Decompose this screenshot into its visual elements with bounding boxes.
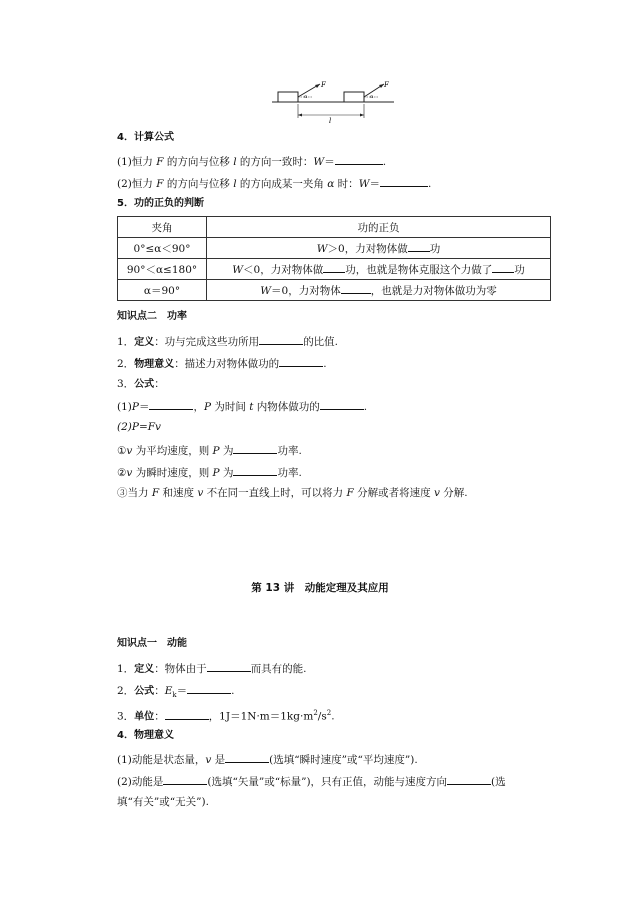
physical-meaning-heading: 4．物理意义 [117,730,174,741]
text: 的方向一致时： [236,156,314,168]
text: (选填“矢量”或“标量”)，只有正值，动能与速度方向 [207,776,448,788]
var-W: W [232,264,244,276]
text: 为 [219,467,234,479]
force-label-left: F [321,81,326,89]
text: 分解. [439,487,468,499]
text: ， [193,401,204,413]
force-diagram [268,78,398,124]
text: ：描述力对物体做功的 [174,358,280,370]
text: 时： [334,178,359,190]
text: . [231,685,235,697]
fill-blank[interactable] [447,773,491,785]
label: 单位 [134,711,155,723]
text: . [323,358,327,370]
text: 功 [514,264,525,276]
text: 为平均速度，则 [132,445,213,457]
block-right [344,92,364,102]
text: (1)动能是状态量， [117,754,206,766]
text: ＞0，力对物体做 [327,243,408,255]
fill-blank[interactable] [279,355,323,367]
text: 不在同一直线上时，可以将力 [203,487,347,499]
superscript: 2 [326,709,332,717]
table-cell: 90°＜α≤180° [118,259,207,280]
text: ＝0，力对物体 [271,285,341,297]
text: 3． [117,378,135,390]
fill-blank[interactable] [187,682,231,694]
kinetic-energy-formula [117,682,234,702]
power-formula-2: (2)P=Fv [117,421,161,433]
text: (1) [117,401,132,413]
fill-blank[interactable] [320,398,364,410]
text: 功率. [277,445,302,457]
var-F: F [151,487,160,499]
label: 公式 [134,379,155,390]
text: 功，也就是物体克服这个力做了 [345,264,493,276]
var-l: l [233,178,237,190]
var-P: P [131,401,139,413]
var-W: W [316,243,328,255]
var-F: F [346,487,354,499]
angle-label-right: α [370,94,374,100]
var-t: t [249,401,254,413]
text: ： [154,710,165,723]
table-header: 功的正负 [207,217,551,238]
superscript: 2 [313,709,318,717]
table-row [118,217,551,238]
kinetic-energy-unit [117,706,335,725]
var-E: E [164,685,173,697]
fill-blank[interactable] [163,773,207,785]
lecture-title: 第 13 讲 动能定理及其应用 [251,582,389,594]
meaning-line-2 [117,773,506,789]
formula-line-2 [117,175,431,191]
text: ＝ [138,401,150,413]
table-header: 夹角 [118,217,207,238]
text: ③当力 [117,487,152,499]
text: 而具有的能. [250,663,307,675]
meaning-line-1 [117,751,418,767]
table-cell [207,238,551,259]
fill-blank[interactable] [259,333,303,345]
table-cell: 0°≤α＜90° [118,238,207,259]
text: 内物体做功的 [253,401,320,413]
knowledge-point-2-heading: 知识点二 功率 [117,311,187,322]
text: 的方向成某一夹角 [236,178,328,190]
text: ＝ [176,685,188,697]
var-F: F [156,178,164,190]
text: 2． [117,685,135,697]
text: 的方向与位移 [163,178,234,190]
text: . [427,178,432,190]
formula-line-1 [117,153,386,169]
text: 为 [219,445,234,457]
fill-blank[interactable] [207,660,251,672]
fill-blank[interactable] [380,175,428,187]
var-l: l [233,156,237,168]
var-v: v [197,487,204,499]
text: ，也就是力对物体做功为零 [370,285,497,297]
label: 物理意义 [134,359,175,370]
label: 定义 [134,337,155,348]
block-left [278,92,298,102]
text: ，1J＝1N·m＝1kg·m [208,710,314,723]
fill-blank[interactable] [233,442,277,454]
force-velocity-decomposition [117,486,468,500]
angle-label-left: α [304,94,308,100]
power-formula-heading [117,377,165,392]
text: 功率. [277,467,302,479]
text: 1． [117,663,135,675]
text: ：物体由于 [154,663,207,675]
fill-blank[interactable] [335,153,383,165]
var-v: v [126,445,133,457]
text: ① [117,445,127,457]
var-F: F [156,156,164,168]
text: (选填“瞬时速度”或“平均速度”). [269,754,418,766]
var-W: W [313,156,325,168]
kinetic-energy-definition [117,660,307,677]
fill-blank[interactable] [341,282,371,294]
table-cell: α＝90° [118,280,207,301]
text: 分解或者将速度 [353,487,434,499]
table-cell [207,259,551,280]
var-P: P [212,467,220,479]
fill-blank[interactable] [225,751,269,763]
text: 3． [117,710,135,723]
subscript: k [172,691,177,700]
text: 是 [211,754,226,766]
fill-blank[interactable] [149,398,193,410]
force-label-right: F [384,81,389,89]
fill-blank[interactable] [233,464,277,476]
text: 为瞬时速度，则 [132,467,213,479]
fill-blank[interactable] [165,708,209,720]
work-sign-table [117,216,551,301]
instantaneous-power [117,464,302,480]
knowledge-point-1-heading: 知识点一 动能 [117,638,187,649]
text: (选 [491,776,506,788]
fill-blank[interactable] [492,261,514,273]
text: (2)动能是 [117,776,164,788]
power-formula-1 [117,398,367,414]
var-P: P [212,445,220,457]
text: 的比值. [303,336,339,348]
power-definition [117,333,338,350]
var-alpha: α [327,178,335,190]
text: /s [317,710,327,723]
text: ： [154,378,165,390]
text: (1)恒力 [117,156,157,168]
text: ：功与完成这些功所用 [154,336,260,348]
section-5-heading: 5．功的正负的判断 [117,198,204,209]
var-v: v [126,467,133,479]
table-row [118,280,551,301]
text: . [363,401,368,413]
meaning-line-3: 填“有关”或“无关”). [117,796,209,808]
text: ： [154,685,165,697]
table-row [118,259,551,280]
text: ＝ [324,156,335,168]
section-4-heading: 4．计算公式 [117,132,174,143]
text: 功 [429,243,441,255]
label: 定义 [134,664,155,675]
power-meaning [117,355,327,372]
fill-blank[interactable] [323,261,345,273]
label: 公式 [134,686,155,697]
text: ＜0，力对物体做 [243,264,324,276]
text: . [331,710,335,723]
text: . [382,156,387,168]
var-W: W [260,285,272,297]
text: ② [117,467,127,479]
text: 2． [117,358,135,370]
var-v: v [205,754,212,766]
var-W: W [358,178,370,190]
fill-blank[interactable] [408,240,430,252]
var-P: P [203,401,212,413]
text: 和速度 [159,487,198,499]
text: ＝ [369,178,380,190]
text: 1． [117,336,135,348]
text: 为时间 [211,401,250,413]
displacement-label: l [329,117,332,124]
text: 的方向与位移 [163,156,234,168]
average-power [117,442,302,458]
table-cell [207,280,551,301]
table-row [118,238,551,259]
var-v: v [433,487,440,499]
text: (2)恒力 [117,178,157,190]
